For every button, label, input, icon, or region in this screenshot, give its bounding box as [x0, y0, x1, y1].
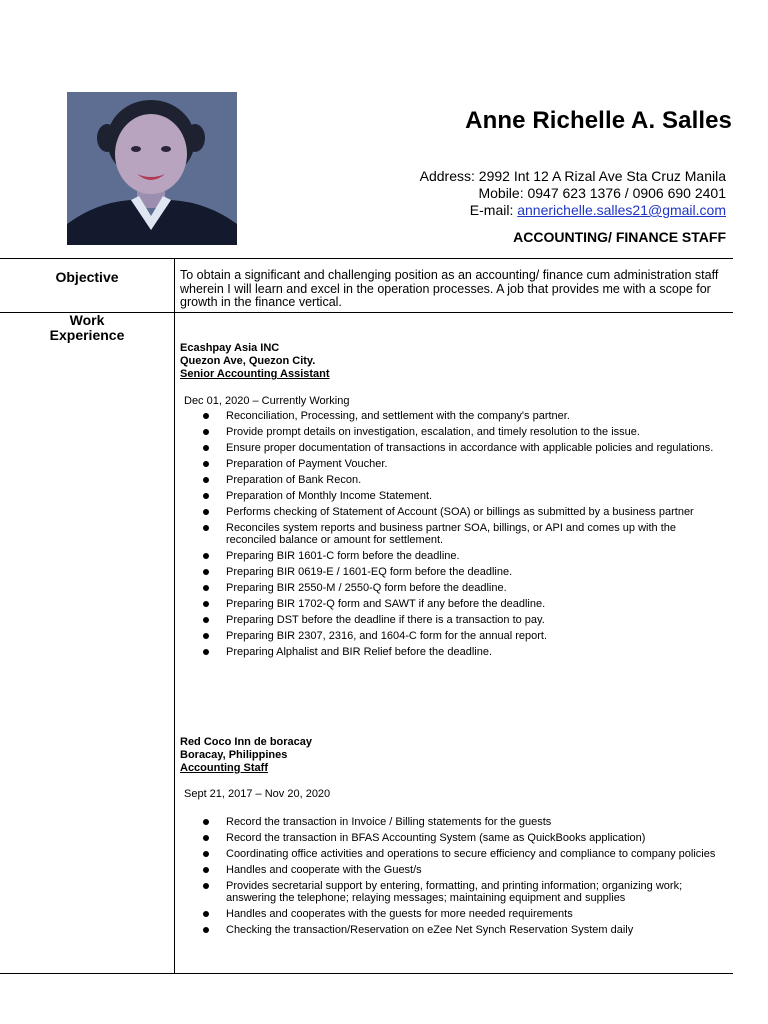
duty-item: Preparing BIR 1702-Q form and SAWT if any before the deadline. — [180, 598, 720, 610]
duty-item: Record the transaction in BFAS Accounting System (same as QuickBooks application) — [180, 832, 720, 844]
duty-item: Handles and cooperates with the guests for more needed requirements — [180, 908, 720, 920]
duty-item: Preparation of Monthly Income Statement. — [180, 490, 720, 502]
job-period: Dec 01, 2020 – Currently Working — [184, 395, 350, 407]
company-name: Ecashpay Asia INC — [180, 342, 280, 354]
bottom-divider — [0, 973, 733, 974]
job-period: Sept 21, 2017 – Nov 20, 2020 — [184, 788, 331, 800]
job-header — [180, 736, 312, 775]
email-line — [420, 202, 726, 219]
job-header — [180, 342, 330, 381]
applicant-name: Anne Richelle A. Salles — [465, 107, 732, 134]
work-heading-line2: Experience — [49, 327, 125, 343]
duty-item: Reconciles system reports and business partner SOA, billings, or API and comes up with the reconciled balance or amount for settlement. — [180, 522, 720, 546]
duty-item: Reconciliation, Processing, and settlement with the company's partner. — [180, 410, 720, 422]
address-line: Address: 2992 Int 12 A Rizal Ave Sta Cruz Manila — [419, 168, 726, 184]
work-heading-line1: Work — [69, 312, 105, 328]
duty-item: Provides secretarial support by entering, formatting, and printing information; organizing work; answering the telephone; relaying messages; maintaining equipment and supplies — [180, 880, 720, 904]
company-location: Quezon Ave, Quezon City. — [180, 355, 316, 367]
duty-list — [180, 410, 720, 662]
duty-item: Ensure proper documentation of transactions in accordance with applicable policies and regulations. — [180, 442, 720, 454]
duty-item: Preparation of Payment Voucher. — [180, 458, 720, 470]
email-link[interactable]: annerichelle.salles21@gmail.com — [517, 202, 726, 218]
objective-text: To obtain a significant and challenging position as an accounting/ finance cum administration staff wherein I will learn and excel in the operation processes. A job that provides me with a scope for growth in the finance vertical. — [180, 268, 719, 309]
duty-item: Preparing BIR 2307, 2316, and 1604-C form for the annual report. — [180, 630, 720, 642]
duty-item: Preparing BIR 2550-M / 2550-Q form before the deadline. — [180, 582, 720, 594]
duty-item: Preparation of Bank Recon. — [180, 474, 720, 486]
job-title: Accounting Staff — [180, 762, 268, 774]
duty-item: Coordinating office activities and operations to secure efficiency and compliance to company policies — [180, 848, 720, 860]
column-divider — [174, 258, 175, 974]
company-name: Red Coco Inn de boracay — [180, 736, 313, 748]
duty-item: Handles and cooperate with the Guest/s — [180, 864, 720, 876]
top-divider — [0, 258, 733, 259]
profile-photo — [67, 92, 237, 245]
objective-heading: Objective — [55, 269, 119, 285]
company-location: Boracay, Philippines — [180, 749, 288, 761]
duty-item: Provide prompt details on investigation, escalation, and timely resolution to the issue. — [180, 426, 720, 438]
work-experience-heading — [0, 313, 174, 343]
contact-block — [420, 168, 726, 219]
desired-role: ACCOUNTING/ FINANCE STAFF — [513, 229, 726, 245]
email-label: E-mail: — [469, 202, 518, 218]
duty-item: Preparing Alphalist and BIR Relief before the deadline. — [180, 646, 720, 658]
duty-list — [180, 816, 720, 940]
duty-item: Performs checking of Statement of Account (SOA) or billings as submitted by a business partner — [180, 506, 720, 518]
duty-item: Record the transaction in Invoice / Billing statements for the guests — [180, 816, 720, 828]
duty-item: Preparing DST before the deadline if there is a transaction to pay. — [180, 614, 720, 626]
mobile-line: Mobile: 0947 623 1376 / 0906 690 2401 — [478, 185, 726, 201]
job-title: Senior Accounting Assistant — [180, 368, 330, 380]
duty-item: Checking the transaction/Reservation on eZee Net Synch Reservation System daily — [180, 924, 720, 936]
duty-item: Preparing BIR 1601-C form before the deadline. — [180, 550, 720, 562]
duty-item: Preparing BIR 0619-E / 1601-EQ form before the deadline. — [180, 566, 720, 578]
